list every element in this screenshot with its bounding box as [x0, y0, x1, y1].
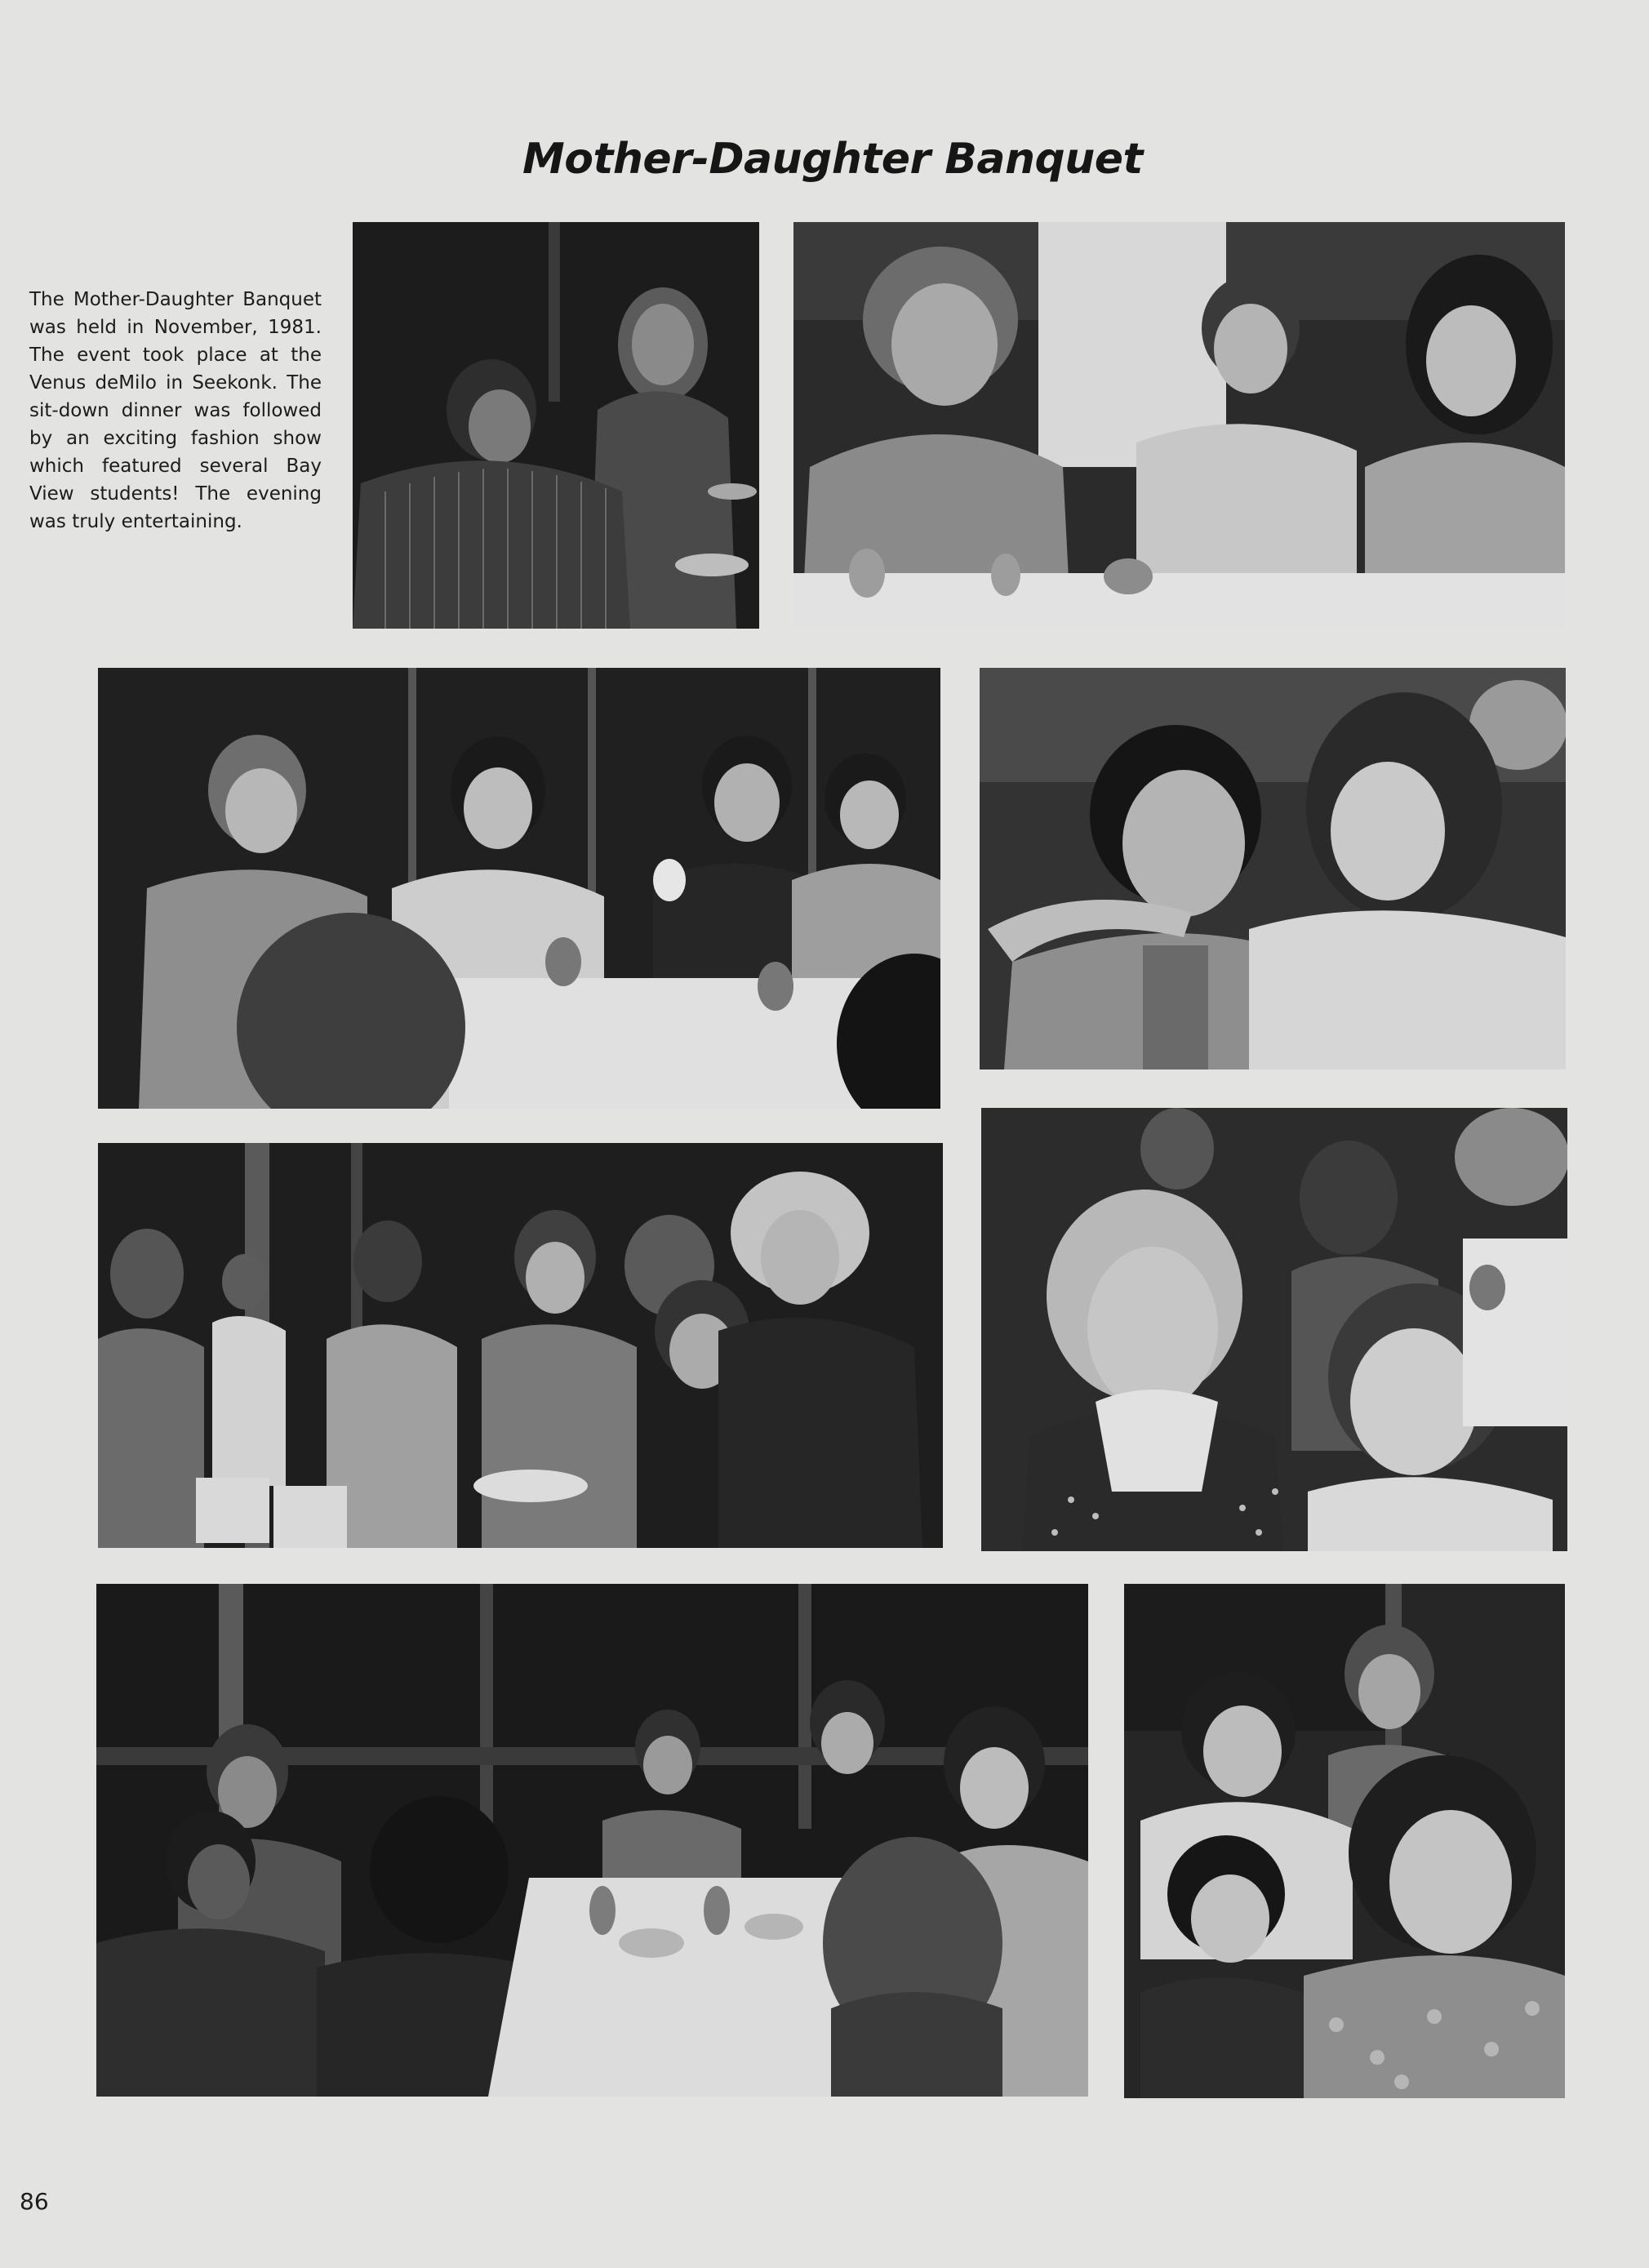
page-title: Mother-Daughter Banquet: [522, 135, 1143, 184]
photo-table-of-girls: [98, 668, 940, 1109]
photo-standing-group: [98, 1143, 943, 1548]
photo-seated-women: [1124, 1584, 1565, 2098]
photo-mother-daughter-embrace: [980, 668, 1566, 1070]
page-number: 86: [20, 2188, 49, 2215]
photo-buffet-line: [353, 222, 759, 629]
photo-dinner-tables: [96, 1584, 1088, 2097]
photo-smiling-mother-daughter: [981, 1108, 1567, 1551]
photo-table-conversation: [793, 222, 1565, 627]
caption-text: The Mother-Daughter Banquet was held in November, 1981. The event took place at the Venus deMilo in Seekonk. The sit-down dinner was followed by an exciting fashion show which featured several Bay View students! The evening was truly entertaining.: [29, 289, 322, 532]
